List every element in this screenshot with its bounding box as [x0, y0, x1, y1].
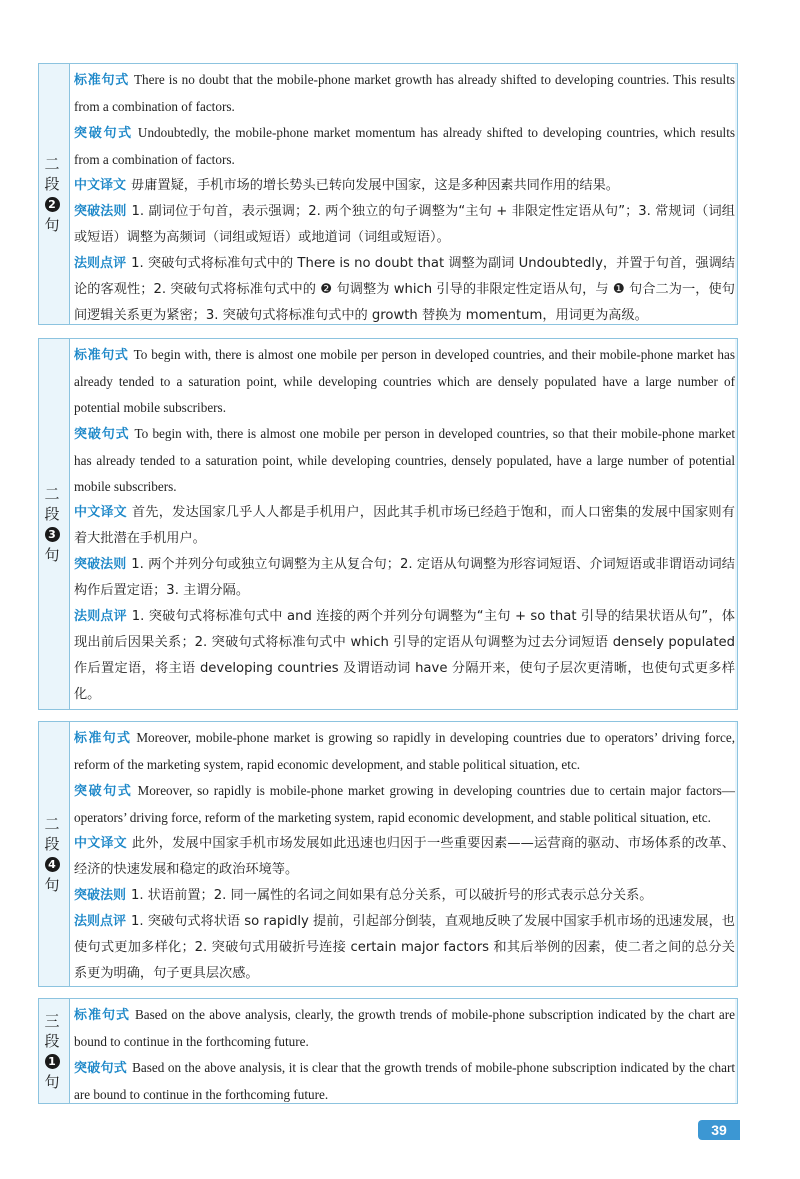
label-breakthrough: 突破句式 — [74, 427, 130, 442]
chinese-translation — [74, 173, 735, 199]
section-block-para3-sent1 — [38, 998, 738, 1104]
page-number: 39 — [698, 1120, 740, 1140]
label-comment: 法则点评 — [74, 914, 127, 929]
standard-sentence — [74, 725, 735, 778]
chinese-translation — [74, 831, 735, 883]
rule-text: 1. 两个并列分句或独立句调整为主从复合句；2. 定语从句调整为形容词短语、介词短语或非谓语动词结构作后置定语；3. 主谓分隔。 — [74, 557, 735, 598]
label-standard: 标准句式 — [74, 348, 129, 363]
section-side-label — [39, 64, 65, 324]
breakthrough-sentence — [74, 120, 735, 173]
label-breakthrough: 突破句式 — [74, 784, 133, 799]
comment-text: 1. 突破句式将状语 so rapidly 提前，引起部分倒装，直观地反映了发展中国家手机市场的迅速发展，也使句式更加多样化；2. 突破句式用破折号连接 certain major factors 和其后举例的因素，使二者之间的总分关系更为明确，句子更具层次感。 — [74, 914, 735, 981]
standard-text: To begin with, there is almost one mobile per person in developed countries, and their mobile-phone market has already tended to a saturation point, while developing countries which are densely populated have a large number of potential mobile subscribers. — [74, 347, 735, 415]
translation-text: 毋庸置疑，手机市场的增长势头已转向发展中国家，这是多种因素共同作用的结果。 — [131, 178, 619, 193]
section-side-label — [39, 999, 65, 1103]
label-translation: 中文译文 — [74, 836, 127, 851]
label-standard: 标准句式 — [74, 73, 129, 88]
label-breakthrough: 突破句式 — [74, 126, 133, 141]
standard-text: Based on the above analysis, clearly, the growth trends of mobile-phone subscription indicated by the chart are bound to continue in the forthcoming future. — [74, 1007, 735, 1049]
section-side-label — [39, 722, 65, 986]
standard-sentence — [74, 342, 735, 421]
breakthrough-rule — [74, 883, 735, 909]
label-standard: 标准句式 — [74, 1008, 130, 1023]
breakthrough-rule — [74, 552, 735, 604]
label-rule: 突破法则 — [74, 204, 127, 219]
side-duan-char: 段 — [44, 174, 60, 193]
section-content — [69, 339, 735, 709]
label-breakthrough: 突破句式 — [74, 1061, 128, 1076]
side-para-char: 三 — [44, 1011, 60, 1030]
standard-text: Moreover, mobile-phone market is growing so rapidly in developing countries due to operators’ driving force, reform of the marketing system, rapid economic development, and stable political situation, etc. — [74, 730, 735, 772]
chinese-translation — [74, 500, 735, 552]
label-translation: 中文译文 — [74, 178, 127, 193]
label-comment: 法则点评 — [74, 609, 127, 624]
rule-comment — [74, 251, 735, 329]
side-ju-char: 句 — [44, 1072, 60, 1091]
side-number-badge: 4 — [45, 857, 60, 872]
standard-sentence — [74, 1002, 735, 1055]
breakthrough-text: Undoubtedly, the mobile-phone market momentum has already shifted to developing countries, which results from a combination of factors. — [74, 125, 735, 167]
section-content — [69, 64, 735, 324]
side-number-badge: 3 — [45, 527, 60, 542]
section-block-para2-sent3 — [38, 338, 738, 710]
breakthrough-sentence — [74, 421, 735, 500]
side-duan-char: 段 — [44, 834, 60, 853]
breakthrough-sentence — [74, 778, 735, 831]
side-number-badge: 1 — [45, 1054, 60, 1069]
standard-sentence — [74, 67, 735, 120]
translation-text: 首先，发达国家几乎人人都是手机用户，因此其手机市场已经趋于饱和，而人口密集的发展中国家则有着大批潜在手机用户。 — [74, 505, 735, 546]
rule-text: 1. 状语前置；2. 同一属性的名词之间如果有总分关系，可以破折号的形式表示总分关系。 — [131, 888, 653, 903]
breakthrough-text: Moreover, so rapidly is mobile-phone market growing in developing countries due to certain major factors—operators’ driving force, reform of the marketing system, rapid economic development, and stable political situation, etc. — [74, 783, 735, 825]
standard-text: There is no doubt that the mobile-phone market growth has already shifted to developing countries. This results from a combination of factors. — [74, 72, 735, 114]
rule-text: 1. 副词位于句首，表示强调；2. 两个独立的句子调整为“主句 + 非限定性定语从句”；3. 常规词（词组或短语）调整为高频词（词组或短语）或地道词（词组或短语）。 — [74, 204, 735, 245]
translation-text: 此外，发展中国家手机市场发展如此迅速也归因于一些重要因素——运营商的驱动、市场体系的改革、经济的快速发展和稳定的政治环境等。 — [74, 836, 735, 877]
section-block-para2-sent2 — [38, 63, 738, 325]
side-ju-char: 句 — [44, 545, 60, 564]
breakthrough-text: To begin with, there is almost one mobile per person in developed countries, so that their mobile-phone market has already tended to a saturation point, while developing countries, densely populated, have a large number of potential mobile subscribers. — [74, 426, 735, 494]
section-side-label — [39, 339, 65, 709]
breakthrough-sentence — [74, 1055, 735, 1108]
side-ju-char: 句 — [44, 875, 60, 894]
side-duan-char: 段 — [44, 504, 60, 523]
side-para-char: 二 — [44, 814, 60, 833]
side-para-char: 二 — [44, 484, 60, 503]
side-number-badge: 2 — [45, 197, 60, 212]
breakthrough-rule — [74, 199, 735, 251]
label-standard: 标准句式 — [74, 731, 132, 746]
comment-text: 1. 突破句式将标准句式中 and 连接的两个并列分句调整为“主句 + so that 引导的结果状语从句”，体现出前后因果关系；2. 突破句式将标准句式中 which 引导的定语从句调整为过去分词短语 densely populated 作后置定语，将主语 developing countries 及谓语动词 have 分隔开来，使句子层次更清晰，也使句式更多样化。 — [74, 609, 735, 702]
rule-comment — [74, 909, 735, 987]
side-ju-char: 句 — [44, 215, 60, 234]
label-translation: 中文译文 — [74, 505, 127, 520]
breakthrough-text: Based on the above analysis, it is clear that the growth trends of mobile-phone subscription indicated by the chart are bound to continue in the forthcoming future. — [74, 1060, 735, 1102]
label-rule: 突破法则 — [74, 557, 127, 572]
section-content — [69, 999, 735, 1103]
section-content — [69, 722, 735, 986]
label-comment: 法则点评 — [74, 256, 127, 271]
side-para-char: 二 — [44, 154, 60, 173]
rule-comment — [74, 604, 735, 708]
label-rule: 突破法则 — [74, 888, 127, 903]
comment-text: 1. 突破句式将标准句式中的 There is no doubt that 调整为副词 Undoubtedly，并置于句首，强调结论的客观性；2. 突破句式将标准句式中的 ❷ 句调整为 which 引导的非限定性定语从句，与 ❶ 句合二为一，使句间逻辑关系更为紧密；3. 突破句式将标准句式中的 growth 替换为 momentum，用词更为高级。 — [74, 256, 735, 323]
side-duan-char: 段 — [44, 1031, 60, 1050]
section-block-para2-sent4 — [38, 721, 738, 987]
